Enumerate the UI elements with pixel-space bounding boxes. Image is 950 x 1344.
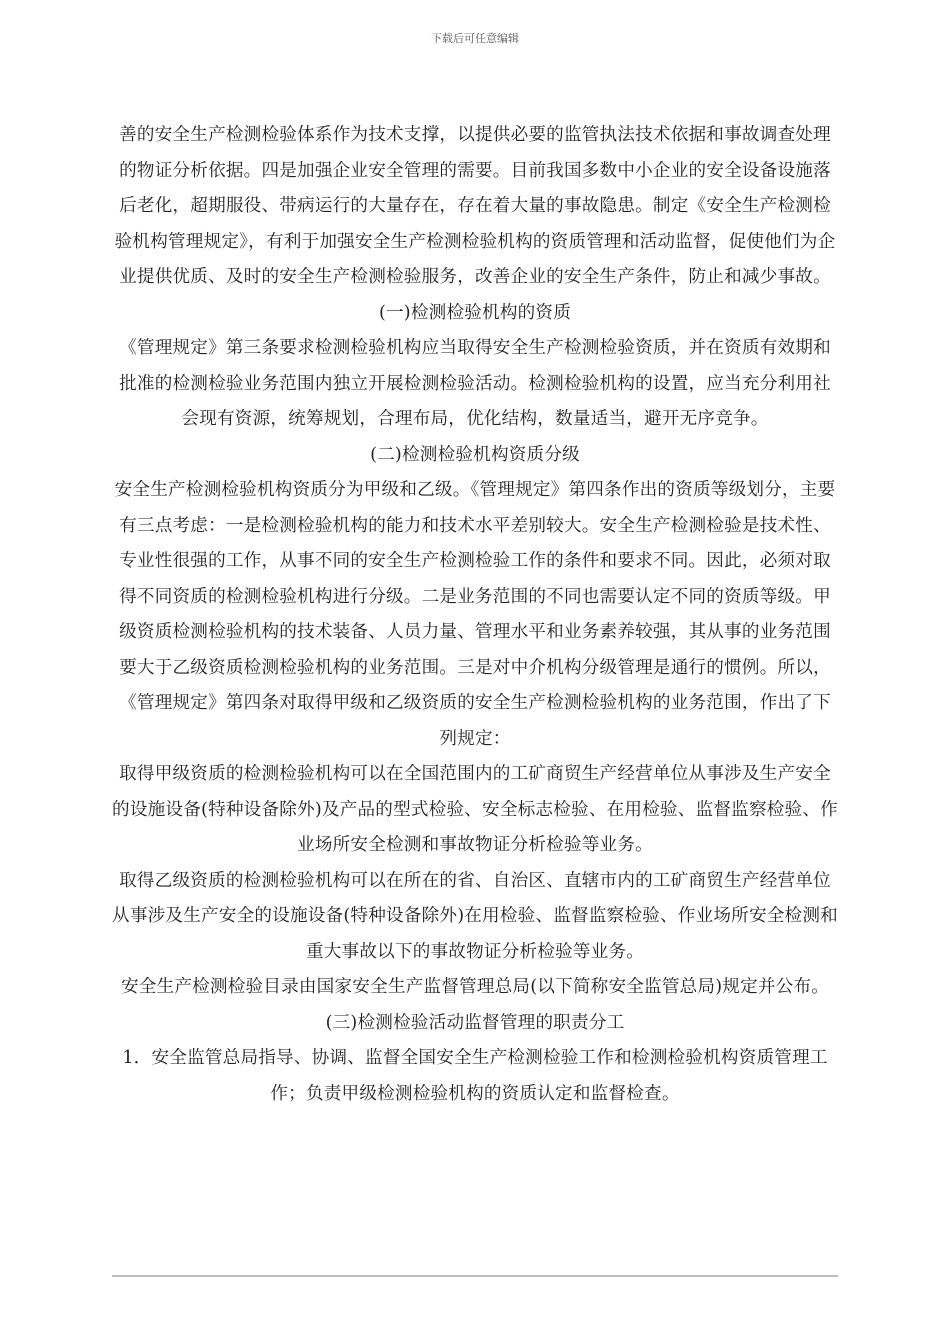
section-heading-2: (二)检测检验机构资质分级 (370, 444, 580, 465)
paragraph-grading: 安全生产检测检验机构资质分为甲级和乙级。《管理规定》第四条作出的资质等级划分，主要有三点考虑：一是检测检验机构的能力和技术水平差别较大。安全生产检测检验是技术性、专业性很强的工作，从事不同的安全生产检测检验工作的条件和要求不同。因此，必须对取得不同资质的检测检验机构进行分级。二是业务范围的不同也需要认定不同的资质等级。甲级资质检测检验机构的技术装备、人员力量、管理水平和业务素养较强，其从事的业务范围要大于乙级资质检测检验机构的业务范围。三是对中介机构分级管理是通行的惯例。所以，《管理规定》第四条对取得甲级和乙级资质的安全生产检测检验机构的业务范围，作出了下列规定： (114, 480, 836, 749)
footer-divider (112, 1275, 838, 1277)
page-header-note: 下载后可任意编辑 (431, 32, 519, 45)
document-body (112, 118, 838, 1112)
paragraph-grade-a: 取得甲级资质的检测检验机构可以在全国范围内的工矿商贸生产经营单位从事涉及生产安全的设施设备(特种设备除外)及产品的型式检验、安全标志检验、在用检验、监督监察检验、作业场所安全检测和事故物证分析检验等业务。 (112, 764, 838, 855)
paragraph-duty-1: 1．安全监管总局指导、协调、监督全国安全生产检测检验工作和检测检验机构资质管理工作；负责甲级检测检验机构的资质认定和监督检查。 (122, 1048, 828, 1104)
paragraph-qualification: 《管理规定》第三条要求检测检验机构应当取得安全生产检测检验资质，并在资质有效期和批准的检测检验业务范围内独立开展检测检验活动。检测检验机构的设置，应当充分利用社会现有资源，统筹规划，合理布局，优化结构，数量适当，避开无序竞争。 (119, 338, 831, 429)
section-heading-1: (一)检测检验机构的资质 (378, 302, 572, 323)
paragraph-grade-b: 取得乙级资质的检测检验机构可以在所在的省、自治区、直辖市内的工矿商贸生产经营单位从事涉及生产安全的设施设备(特种设备除外)在用检验、监督监察检验、作业场所安全检测和重大事故以下的事故物证分析检验等业务。 (112, 870, 838, 962)
paragraph-catalog: 安全生产检测检验目录由国家安全生产监督管理总局(以下简称安全监管总局)规定并公布。 (120, 977, 830, 997)
section-heading-3: (三)检测检验活动监督管理的职责分工 (325, 1012, 625, 1033)
paragraph-intro: 善的安全生产检测检验体系作为技术支撑，以提供必要的监管执法技术依据和事故调查处理的物证分析依据。四是加强企业安全管理的需要。目前我国多数中小企业的安全设备设施落后老化，超期服役、带病运行的大量存在，存在着大量的事故隐患。制定《安全生产检测检验机构管理规定》，有利于加强安全生产检测检验机构的资质管理和活动监督，促使他们为企业提供优质、及时的安全生产检测检验服务，改善企业的安全生产条件，防止和减少事故。 (114, 125, 836, 287)
